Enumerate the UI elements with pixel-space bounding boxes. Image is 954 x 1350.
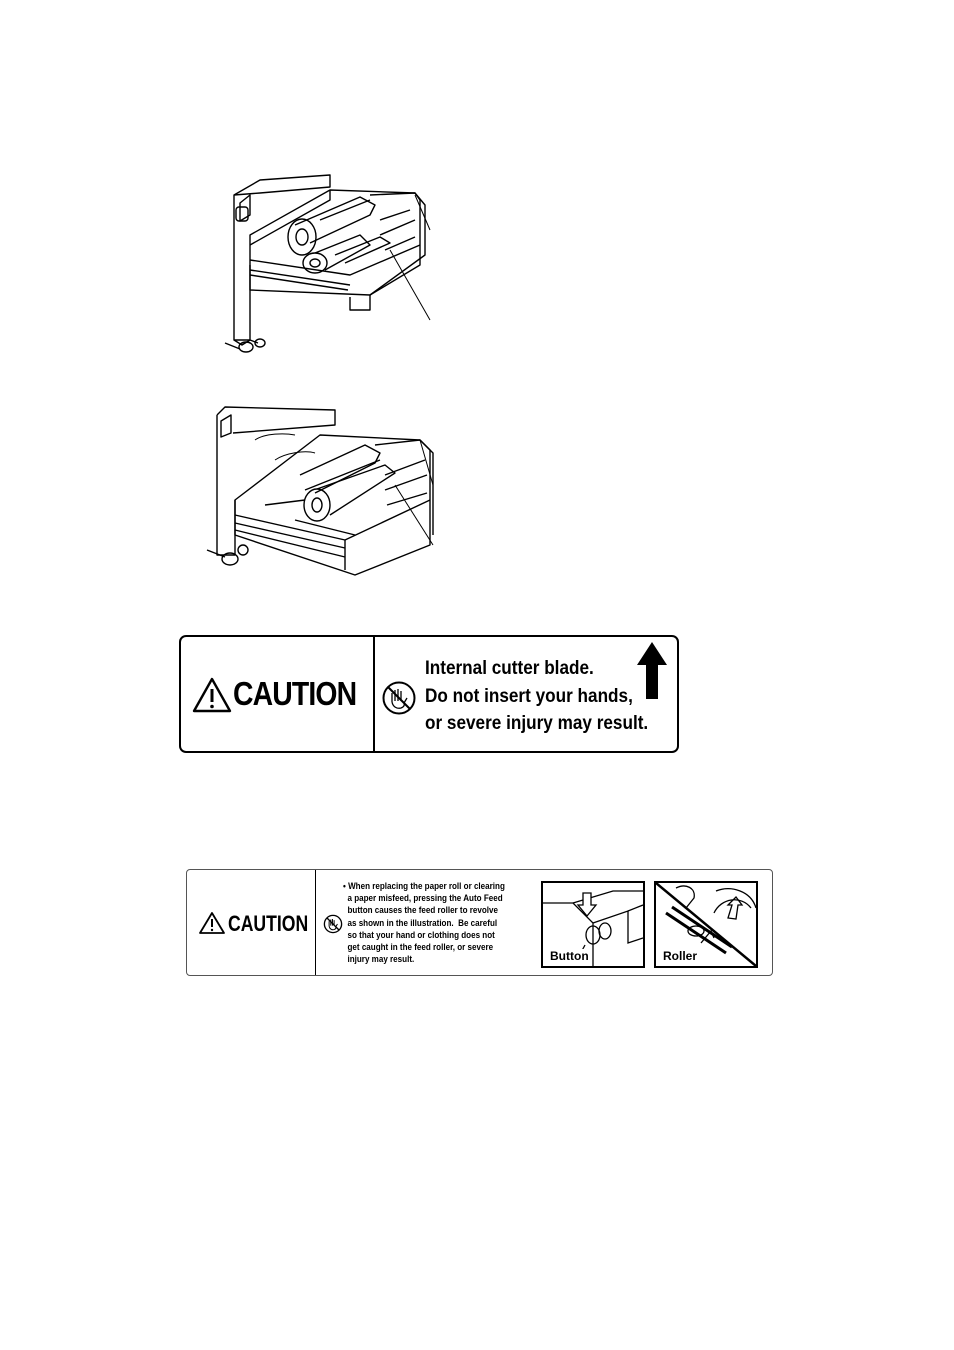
warning-triangle-icon [192, 677, 232, 713]
caution-message [425, 655, 648, 738]
caution-label-cutter-blade [179, 635, 679, 753]
caution-line: • When replacing the paper roll or clearing [343, 880, 505, 891]
roll-drawer-illustration-2 [205, 405, 440, 580]
no-hands-icon [323, 914, 343, 934]
caution-line-2: Do not insert your hands, [425, 684, 633, 707]
label-divider [373, 637, 375, 751]
caution-line-1: Internal cutter blade. [425, 657, 594, 679]
caution-line: as shown in the illustration. Be careful [343, 916, 498, 928]
no-hands-icon [381, 680, 417, 716]
up-arrow-icon [636, 641, 668, 701]
warning-triangle-icon [198, 911, 226, 935]
roll-drawer-illustration-1 [220, 165, 440, 370]
caution-line-3: or severe injury may result. [425, 712, 649, 734]
caution-message [343, 880, 505, 965]
caution-line: injury may result. [343, 953, 415, 965]
roller-panel [654, 881, 758, 968]
caution-heading: CAUTION [228, 911, 309, 936]
caution-line: get caught in the feed roller, or severe [343, 941, 494, 953]
label-divider [315, 870, 316, 975]
caution-heading: CAUTION [233, 675, 357, 712]
caution-line: a paper misfeed, pressing the Auto Feed [343, 892, 503, 904]
roller-label: Roller [663, 949, 698, 963]
caution-label-feed-roller [186, 869, 773, 976]
caution-line: button causes the feed roller to revolve [343, 904, 499, 916]
button-label: Button [550, 949, 589, 963]
button-panel [541, 881, 645, 968]
caution-line: so that your hand or clothing does not [343, 928, 495, 940]
